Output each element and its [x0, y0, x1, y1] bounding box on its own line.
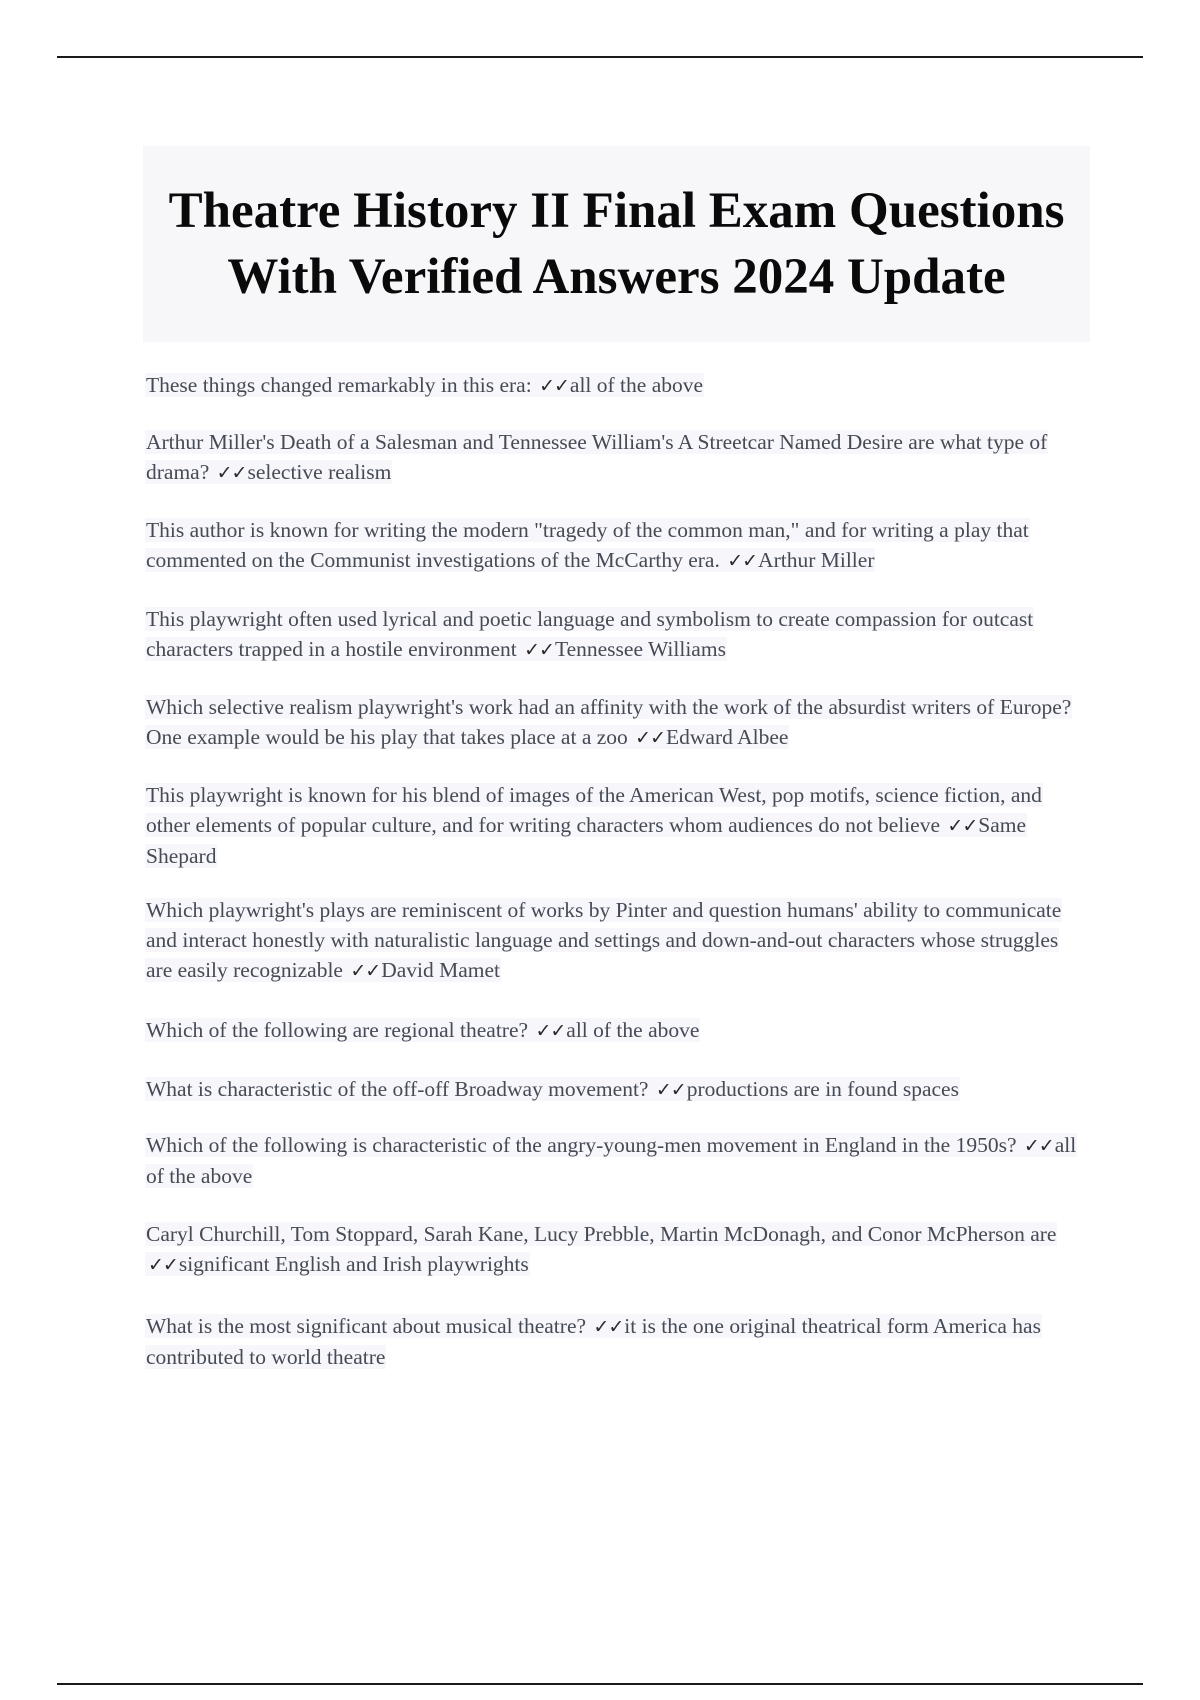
- check-mark-icon: ✓✓: [216, 462, 247, 484]
- answer-text: all of the above: [566, 1018, 700, 1042]
- check-mark-icon: ✓✓: [1023, 1135, 1054, 1157]
- question-text: Which selective realism playwright's work had an affinity with the work of the absurdist writers of Europe? One example would be his play that takes place at a zoo: [146, 695, 1072, 749]
- bottom-rule: [57, 1683, 1143, 1685]
- qa-item: [145, 1219, 1085, 1280]
- question-text: This playwright is known for his blend of images of the American West, pop motifs, science fiction, and other elements of popular culture, and for writing characters whom audiences do not believe: [146, 783, 1042, 837]
- qa-item: [145, 604, 1085, 665]
- qa-item: [145, 427, 1085, 488]
- answer-text: it is the one original theatrical form America has contributed to world theatre: [146, 1314, 1041, 1369]
- qa-item: [145, 1130, 1085, 1191]
- question-text: Caryl Churchill, Tom Stoppard, Sarah Kane, Lucy Prebble, Martin McDonagh, and Conor McPherson are: [146, 1222, 1057, 1246]
- top-rule: [57, 56, 1143, 58]
- answer-text: productions are in found spaces: [686, 1077, 959, 1101]
- answer-text: significant English and Irish playwrights: [178, 1252, 529, 1276]
- title-box: [143, 146, 1090, 342]
- check-mark-icon: ✓✓: [635, 727, 666, 749]
- question-text: Which of the following are regional theatre?: [146, 1018, 529, 1042]
- check-mark-icon: ✓✓: [524, 639, 554, 661]
- question-text: These things changed remarkably in this era:: [146, 373, 532, 397]
- document-title: Theatre History II Final Exam Questions With Verified Answers 2024 Update: [168, 183, 1065, 305]
- qa-item: [145, 1074, 960, 1105]
- qa-item: [145, 515, 1085, 576]
- qa-item: [145, 1311, 1085, 1372]
- check-mark-icon: ✓✓: [350, 960, 381, 982]
- answer-text: all of the above: [146, 1133, 1077, 1188]
- qa-item: [145, 370, 704, 401]
- answer-text: Tennessee Williams: [554, 637, 726, 661]
- qa-item: [145, 895, 1085, 986]
- question-text: This playwright often used lyrical and poetic language and symbolism to create compassion for outcast characters trapped in a hostile environment: [146, 607, 1034, 661]
- answer-text: all of the above: [569, 373, 704, 397]
- qa-item: [145, 692, 1085, 753]
- qa-item: [145, 1015, 700, 1046]
- question-text: Arthur Miller's Death of a Salesman and Tennessee William's A Streetcar Named Desire are what type of drama?: [146, 430, 1048, 484]
- check-mark-icon: ✓✓: [148, 1254, 178, 1276]
- question-text: Which playwright's plays are reminiscent of works by Pinter and question humans' ability to communicate and interact honestly with naturalistic language and settings and down-and-out characters whose struggles are easily recognizable: [146, 898, 1062, 982]
- answer-text: selective realism: [247, 460, 392, 484]
- check-mark-icon: ✓✓: [593, 1316, 624, 1338]
- answer-text: David Mamet: [381, 958, 501, 982]
- check-mark-icon: ✓✓: [727, 550, 758, 572]
- check-mark-icon: ✓✓: [655, 1079, 686, 1101]
- qa-item: [145, 780, 1085, 871]
- check-mark-icon: ✓✓: [535, 1020, 566, 1042]
- question-text: This author is known for writing the modern "tragedy of the common man," and for writing a play that commented on the Communist investigations of the McCarthy era.: [146, 518, 1029, 572]
- question-text: Which of the following is characteristic of the angry-young-men movement in England in the 1950s?: [146, 1133, 1017, 1157]
- answer-text: Edward Albee: [666, 725, 789, 749]
- question-text: What is the most significant about musical theatre?: [146, 1314, 587, 1338]
- check-mark-icon: ✓✓: [539, 375, 569, 397]
- answer-text: Same Shepard: [146, 813, 1027, 868]
- check-mark-icon: ✓✓: [947, 815, 978, 837]
- answer-text: Arthur Miller: [758, 548, 875, 572]
- question-text: What is characteristic of the off-off Broadway movement?: [146, 1077, 649, 1101]
